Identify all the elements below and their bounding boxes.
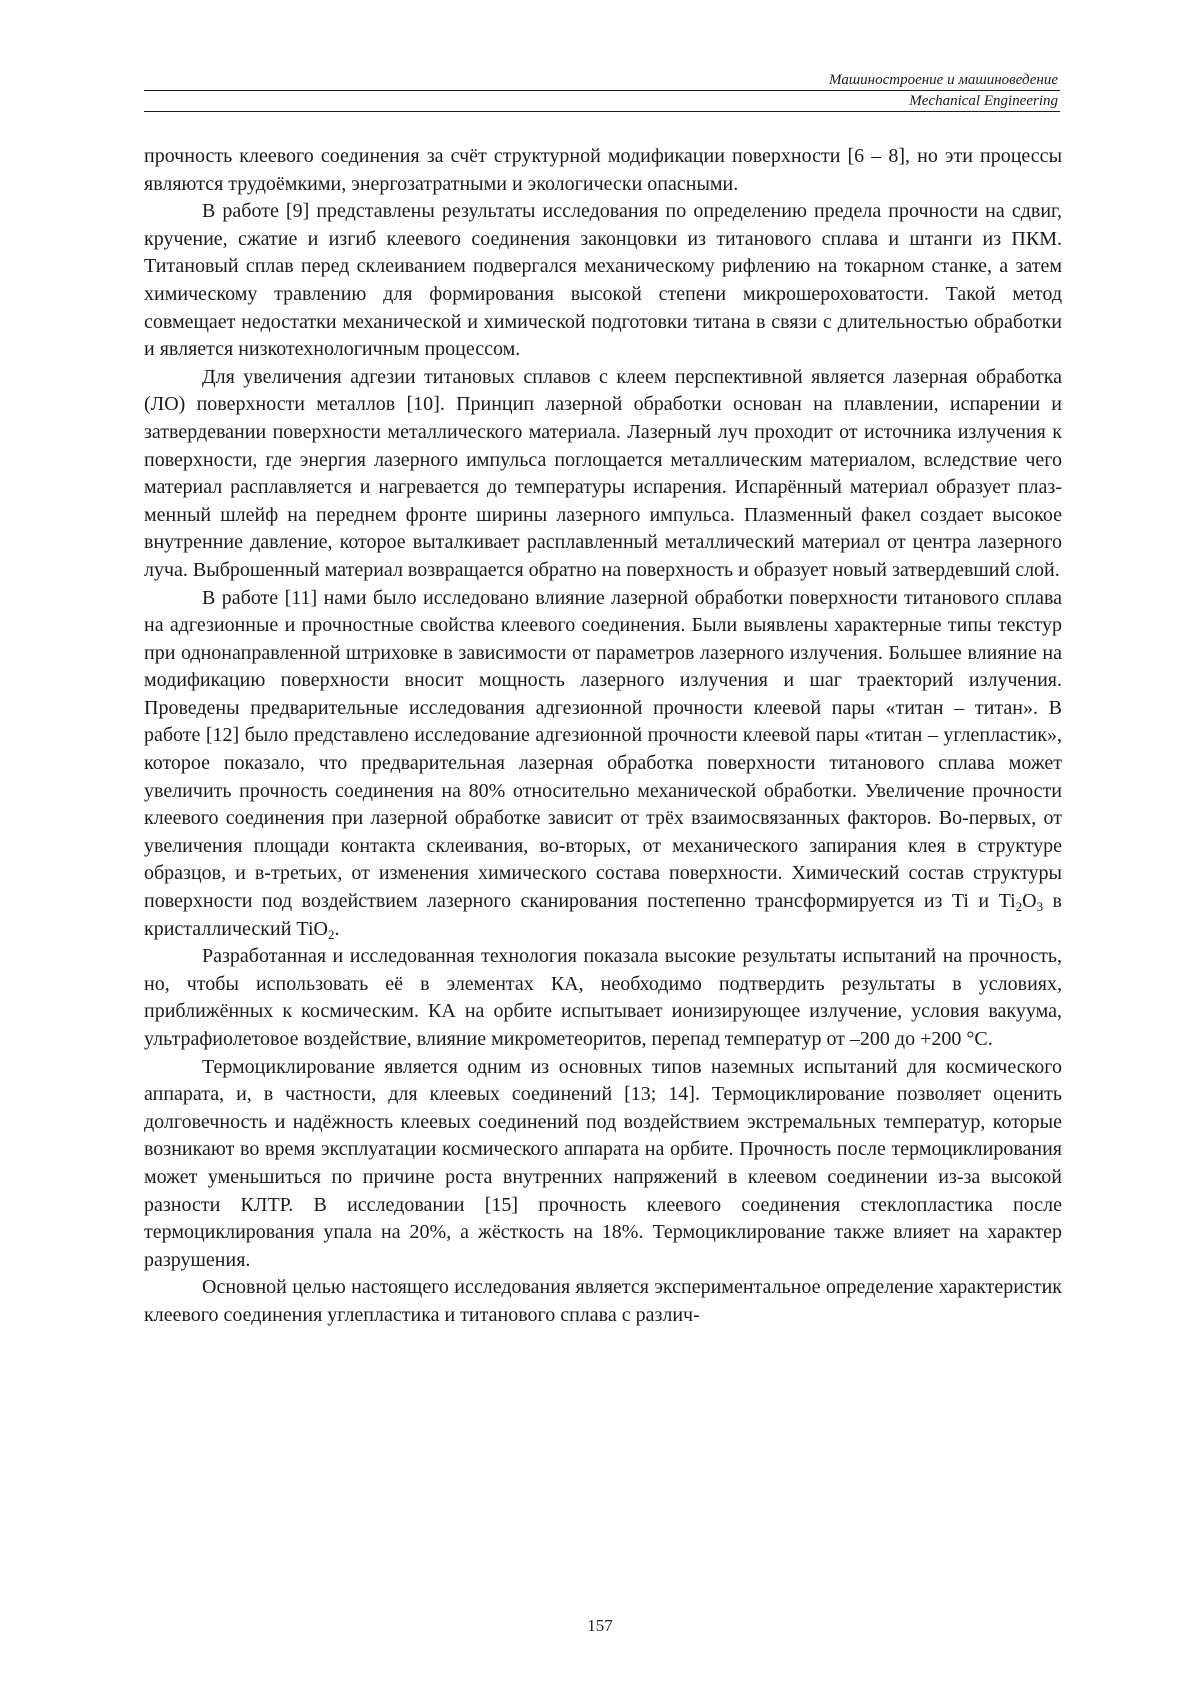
text-run: В работе [9] представлены результаты исследования по определению предела прочности на сдвиг, кручение, сжатие и изгиб клеевого соединения законцовки из титанового сплава и штанги из ПКМ. Титановый сплав перед склеиванием подвергался механическому рифлению на токарном станке, а затем химическому травлению для формирования высокой степени микрошероховатости. Такой метод совмещает недостатки механической и химической подготовки титана в связи с длительностью обработки и является низкотехнологичным процессом. (144, 200, 1062, 361)
subscript: 3 (1036, 899, 1044, 915)
text-run: В работе [11] нами было исследовано влияние лазерной обработки поверхности титанового сплава на адгезионные и прочностные свойства клеевого соединения. Были выявлены характерные типы текстур при однонаправленной штриховке в зависимости от параметров лазерного излучения. Большее влияние на модификацию поверхности вносит мощность лазерного излучения и шаг траекторий излучения. Проведены предварительные исследования адгезионной прочности клеевой пары «титан – титан». В работе [12] было представлено исследование адгезионной прочности клеевой пары «титан – углепластик», которое показало, что предварительная лазерная обработка поверхности титанового сплава может увеличить прочность соединения на 80% относительно механической обработки. Увеличение прочности клеевого соединения при лазерной обработке зависит от трёх взаимосвязанных факторов. Во-первых, от увеличения площади контакта склеивания, во-вторых, от механического запирания клея в структуре образцов, и в-третьих, от изменения химического состава поверхности. Химический состав структуры поверхности под воздействием лазерного сканирования постепенно трансформируется из Ti и Ti (144, 586, 1062, 913)
text-run: O (1022, 890, 1037, 913)
running-header (144, 70, 1060, 112)
paragraph (144, 198, 1062, 364)
paragraph (144, 364, 1062, 585)
text-run: . (334, 917, 340, 940)
journal-title-ru: Машиностроение и машиноведение (144, 70, 1060, 91)
paragraph (144, 1054, 1062, 1275)
text-run: Основной целью настоящего исследования является экспериментальное определение характеристик клеевого соединения углепластика и титанового сплава с различ- (144, 1276, 1062, 1326)
text-run: Термоциклирование является одним из основных типов наземных испытаний для космического аппарата, и, в частности, для клеевых соединений [13; 14]. Термоциклирование позволяет оценить долговечность и надёжность клеевых соединений под воздействием экстремальных температур, которые возникают во время эксплуатации космического аппарата на орбите. Прочность после термоциклирования может уменьшиться по причине роста внутренних напряжений в клеевом соединении из-за высокой разности КЛТР. В исследовании [15] прочность клеевого соединения стеклопластика после термоциклирования упала на 20%, а жёсткость на 18%. Термоциклирование также влияет на характер разрушения. (144, 1055, 1062, 1271)
body-text (144, 143, 1062, 1330)
paragraph (144, 1274, 1062, 1329)
text-run: Разработанная и исследованная технология показала высокие результаты испытаний на прочность, но, чтобы использовать её в элементах КА, необходимо подтвердить результаты в условиях, приближённых к космическим. КА на орбите испытывает ионизирующее излучение, условия вакуума, ультрафиолетовое воздействие, влияние микрометеоритов, перепад температур от –200 до +200 °С. (144, 945, 1062, 1050)
subscript: 2 (1015, 899, 1023, 915)
text-run: прочность клеевого соединения за счёт структурной модификации поверхности [6 – 8], но эти процессы являются трудоёмкими, энергозатратными и экологически опасными. (144, 145, 1062, 195)
text-run: Для увеличения адгезии титановых сплавов с клеем перспективной является лазерная обработка (ЛО) поверхности металлов [10]. Принцип лазерной обработки основан на плавлении, испарении и затвердевании поверхности металлического материала. Лазерный луч проходит от источника излучения к поверхности, где энергия лазерного импульса поглощается металлическим материалом, вследствие чего материал расплавляется и нагревается до температуры испарения. Испарённый материал образует плазменный шлейф на переднем фронте ширины лазерного импульса. Плазменный факел создает высокое внутренние давление, которое выталкивает расплавленный металлический материал от центра лазерного луча. Выброшенный материал возвращается обратно на поверхность и образует новый затвердевший слой. (144, 365, 1062, 581)
paragraph (144, 143, 1062, 198)
journal-title-en: Mechanical Engineering (144, 91, 1060, 112)
paragraph (144, 943, 1062, 1053)
paragraph (144, 585, 1062, 944)
text-run: в кристаллический TiO (144, 890, 1062, 940)
page-number: 157 (587, 1616, 613, 1635)
subscript: 2 (327, 926, 335, 942)
